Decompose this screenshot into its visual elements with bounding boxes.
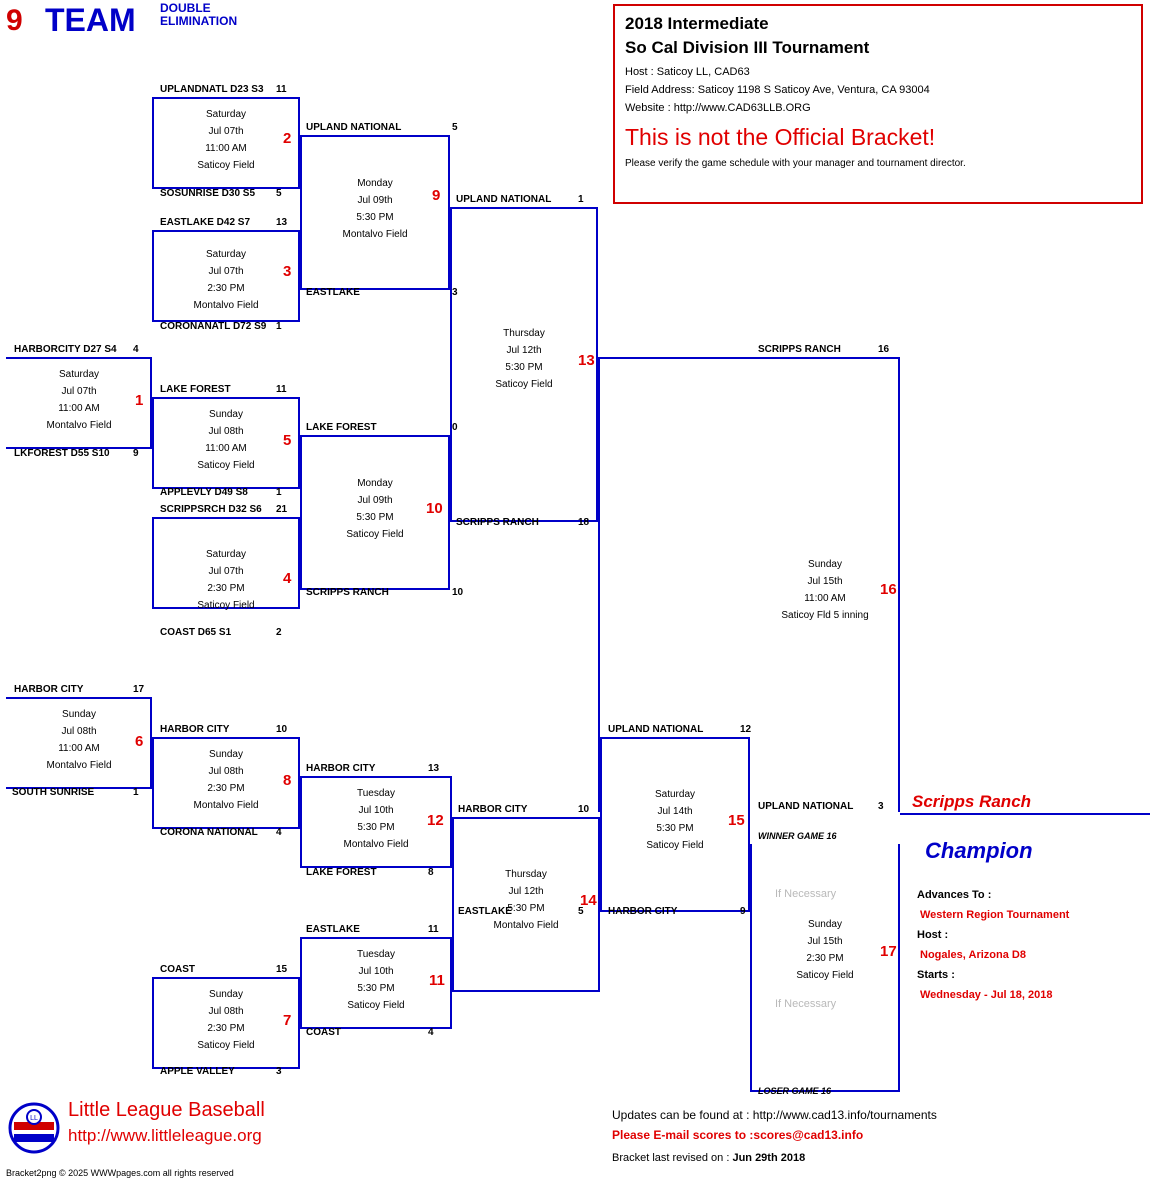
- game-2-schedule: Saturday Jul 07th 11:00 AM Saticoy Field: [197, 109, 255, 171]
- updates-line: Updates can be found at : http://www.cad13.info/tournaments: [612, 1108, 937, 1122]
- advances-value: Western Region Tournament: [920, 909, 1070, 921]
- game-8-number: 8: [283, 772, 292, 789]
- verify-note: Please verify the game schedule with your manager and tournament director.: [625, 158, 966, 169]
- game-6-top-team: HARBOR CITY: [14, 684, 84, 695]
- email-line: [612, 1128, 863, 1142]
- game-14-top-team: HARBOR CITY: [458, 804, 528, 815]
- game-14-number: 14: [580, 892, 597, 909]
- game-8-top-team: HARBOR CITY: [160, 724, 230, 735]
- starts-label: Starts :: [917, 969, 955, 981]
- game-5-top-team: LAKE FOREST: [160, 384, 231, 395]
- game-15-top-team: UPLAND NATIONAL: [608, 724, 704, 735]
- game-9-top-score: 5: [452, 122, 458, 133]
- host-value: Nogales, Arizona D8: [920, 949, 1026, 961]
- advances-label: Advances To :: [917, 889, 992, 901]
- game-12-schedule: Tuesday Jul 10th 5:30 PM Montalvo Field: [343, 788, 409, 850]
- game-1-bottom-score: 9: [133, 448, 139, 459]
- game-2-bottom-score: 5: [276, 188, 282, 199]
- game-12-top-team: HARBOR CITY: [306, 763, 376, 774]
- game-13-bottom-score: 18: [578, 517, 590, 528]
- game-14-schedule: Thursday Jul 12th 5:30 PM Montalvo Field: [493, 869, 559, 931]
- host-label: Host :: [917, 929, 949, 941]
- game-6-top-score: 17: [133, 684, 145, 695]
- game-11-bottom-score: 4: [428, 1027, 434, 1038]
- bracket-credit: Bracket2png © 2025 WWWpages.com all rights reserved: [6, 1168, 234, 1178]
- game-13-schedule: Thursday Jul 12th 5:30 PM Saticoy Field: [495, 328, 553, 390]
- game-7-number: 7: [283, 1012, 292, 1029]
- if-necessary-label-1: If Necessary: [775, 888, 837, 900]
- little-league-logo: [8, 1100, 60, 1156]
- game-8-top-score: 10: [276, 724, 288, 735]
- game-4-bottom-team: COAST D65 S1: [160, 627, 232, 638]
- game-11-bottom-team: COAST: [306, 1027, 341, 1038]
- game-15-bottom-team: HARBOR CITY: [608, 906, 678, 917]
- game-3-top-score: 13: [276, 217, 288, 228]
- game-14-bottom-team: EASTLAKE: [458, 906, 512, 917]
- game-7-bottom-score: 3: [276, 1066, 282, 1077]
- game-9-bottom-score: 3: [452, 287, 458, 298]
- game-8-schedule: Sunday Jul 08th 2:30 PM Montalvo Field: [193, 749, 259, 811]
- team-count: 9: [6, 4, 22, 37]
- game-9-number: 9: [432, 187, 441, 204]
- game-2-top-score: 11: [276, 84, 287, 95]
- game-15-number: 15: [728, 812, 745, 829]
- little-league-name: Little League Baseball: [68, 1099, 265, 1121]
- game-2-number: 2: [283, 130, 292, 147]
- game-10-bottom-team: SCRIPPS RANCH: [306, 587, 389, 598]
- game-13-top-team: UPLAND NATIONAL: [456, 194, 552, 205]
- game-16-bottom-team: UPLAND NATIONAL: [758, 801, 854, 812]
- game-5-bottom-team: APPLEVLY D49 S8: [160, 487, 248, 498]
- game-17-top-team: WINNER GAME 16: [758, 831, 837, 841]
- game-6-schedule: Sunday Jul 08th 11:00 AM Montalvo Field: [46, 709, 112, 771]
- game-10-top-score: 0: [452, 422, 458, 433]
- champion-line: [900, 813, 1150, 815]
- game-8-bottom-team: CORONA NATIONAL: [160, 827, 258, 838]
- tournament-name: So Cal Division III Tournament: [625, 38, 870, 57]
- game-15-schedule: Saturday Jul 14th 5:30 PM Saticoy Field: [646, 789, 704, 851]
- game-2-bottom-team: SOSUNRISE D30 S5: [160, 188, 256, 199]
- tournament-host: Host : Saticoy LL, CAD63: [625, 66, 750, 78]
- game-3-top-team: EASTLAKE D42 S7: [160, 217, 251, 228]
- game-14-top-score: 10: [578, 804, 590, 815]
- game-6-number: 6: [135, 733, 144, 750]
- game-13-bottom-team: SCRIPPS RANCH: [456, 517, 539, 528]
- game-5-bottom-score: 1: [276, 487, 282, 498]
- game-4-bottom-score: 2: [276, 627, 282, 638]
- game-4-number: 4: [283, 570, 292, 587]
- game-7-schedule: Sunday Jul 08th 2:30 PM Saticoy Field: [197, 989, 255, 1051]
- game-16-schedule: Sunday Jul 15th 11:00 AM Saticoy Fld 5 inning: [781, 559, 869, 621]
- game-12-number: 12: [427, 812, 444, 829]
- game-15-top-score: 12: [740, 724, 752, 735]
- game-17-schedule: Sunday Jul 15th 2:30 PM Saticoy Field: [796, 919, 854, 981]
- game-5-schedule: Sunday Jul 08th 11:00 AM Saticoy Field: [197, 409, 255, 471]
- if-necessary-label-2: If Necessary: [775, 998, 837, 1010]
- game-13-top-score: 1: [578, 194, 584, 205]
- little-league-url[interactable]: http://www.littleleague.org: [68, 1126, 262, 1145]
- game-7-top-team: COAST: [160, 964, 195, 975]
- game-11-top-score: 11: [428, 924, 439, 935]
- game-10-number: 10: [426, 500, 443, 517]
- format-line2: ELIMINATION: [160, 14, 238, 28]
- email-value[interactable]: scores@cad13.info: [753, 1128, 864, 1142]
- game-1-bottom-team: LKFOREST D55 S10: [14, 448, 110, 459]
- team-word: TEAM: [45, 2, 136, 38]
- game-16-top-team: SCRIPPS RANCH: [758, 344, 841, 355]
- game-4-top-team: SCRIPPSRCH D32 S6: [160, 504, 262, 515]
- format-line1: DOUBLE: [160, 1, 211, 15]
- svg-text:LL: LL: [30, 1115, 38, 1122]
- game-14-bottom-score: 5: [578, 906, 584, 917]
- game-1-top-team: HARBORCITY D27 S4: [14, 344, 117, 355]
- game-17-bottom-team: LOSER GAME 16: [758, 1086, 832, 1096]
- game-10-schedule: Monday Jul 09th 5:30 PM Saticoy Field: [346, 478, 404, 540]
- tournament-field-address: Field Address: Saticoy 1198 S Saticoy Ave, Ventura, CA 93004: [625, 84, 930, 96]
- unofficial-warning: This is not the Official Bracket!: [625, 124, 936, 150]
- game-7-bottom-team: APPLE VALLEY: [160, 1066, 235, 1077]
- game-12-bottom-team: LAKE FOREST: [306, 867, 377, 878]
- game-12-bottom-score: 8: [428, 867, 434, 878]
- revised-label: Bracket last revised on :: [612, 1152, 730, 1164]
- game-15-bottom-score: 9: [740, 906, 746, 917]
- game-16-number: 16: [880, 581, 897, 598]
- game-5-number: 5: [283, 432, 292, 449]
- game-10-top-team: LAKE FOREST: [306, 422, 377, 433]
- game-6-bottom-team: SOUTH SUNRISE: [12, 787, 95, 798]
- game-3-bottom-score: 1: [276, 321, 282, 332]
- tournament-info-box: [613, 4, 1143, 204]
- game-16-bottom-score: 3: [878, 801, 884, 812]
- game-7-top-score: 15: [276, 964, 288, 975]
- revised-value: Jun 29th 2018: [732, 1152, 806, 1164]
- game-4-top-score: 21: [276, 504, 288, 515]
- game-4-schedule: Saturday Jul 07th 2:30 PM Saticoy Field: [197, 549, 255, 611]
- starts-value: Wednesday - Jul 18, 2018: [920, 989, 1053, 1001]
- game-1-schedule: Saturday Jul 07th 11:00 AM Montalvo Field: [46, 369, 112, 431]
- game-3-bottom-team: CORONANATL D72 S9: [160, 321, 267, 332]
- game-11-top-team: EASTLAKE: [306, 924, 360, 935]
- game-2-top-team: UPLANDNATL D23 S3: [160, 84, 264, 95]
- format-label: [160, 2, 280, 28]
- game-3-schedule: Saturday Jul 07th 2:30 PM Montalvo Field: [193, 249, 259, 311]
- game-13-number: 13: [578, 352, 595, 369]
- game-9-top-team: UPLAND NATIONAL: [306, 122, 402, 133]
- game-9-schedule: Monday Jul 09th 5:30 PM Montalvo Field: [342, 178, 408, 240]
- game-17-number: 17: [880, 943, 897, 960]
- game-6-bottom-score: 1: [133, 787, 139, 798]
- champion-name: Scripps Ranch: [912, 792, 1032, 811]
- game-16-top-score: 16: [878, 344, 890, 355]
- game-12-top-score: 13: [428, 763, 440, 774]
- email-label: Please E-mail scores to :: [612, 1128, 754, 1142]
- game-5-top-score: 11: [276, 384, 287, 395]
- tournament-website: Website : http://www.CAD63LLB.ORG: [625, 102, 811, 114]
- game-8-bottom-score: 4: [276, 827, 282, 838]
- game-11-schedule: Tuesday Jul 10th 5:30 PM Saticoy Field: [347, 949, 405, 1011]
- tournament-year-level: 2018 Intermediate: [625, 14, 769, 33]
- game-11-number: 11: [429, 972, 445, 989]
- game-9-bottom-team: EASTLAKE: [306, 287, 360, 298]
- revised-line: [612, 1152, 805, 1164]
- champion-label: Champion: [925, 838, 1033, 863]
- game-1-number: 1: [135, 392, 144, 409]
- game-1-top-score: 4: [133, 344, 139, 355]
- game-10-bottom-score: 10: [452, 587, 464, 598]
- game-3-number: 3: [283, 263, 292, 280]
